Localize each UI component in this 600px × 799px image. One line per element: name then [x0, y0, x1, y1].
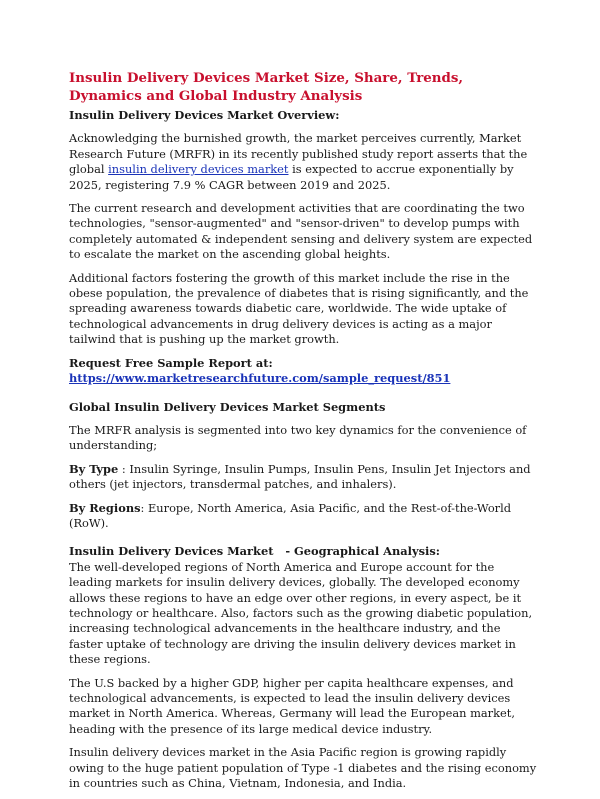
by-regions-text: : Europe, North America, Asia Pacific, and the Rest-of-the-World (RoW). — [69, 500, 512, 530]
overview-heading: Insulin Delivery Devices Market Overview: — [69, 108, 340, 122]
sample-request-link[interactable]: https://www.marketresearchfuture.com/sample_request/851 — [69, 371, 451, 386]
segments-heading: Global Insulin Delivery Devices Market Segments — [69, 399, 386, 414]
sample-request-label: Request Free Sample Report at: — [69, 355, 273, 370]
segment-by-regions — [69, 501, 537, 532]
sample-request-block — [69, 356, 537, 387]
overview-paragraph-1 — [69, 131, 537, 193]
segment-by-type — [69, 462, 537, 493]
by-type-text: : Insulin Syringe, Insulin Pumps, Insulin Pens, Insulin Jet Injectors and others (jet injectors, transdermal patches, and inhalers). — [69, 461, 531, 492]
insulin-delivery-devices-market-link[interactable]: insulin delivery devices market — [108, 162, 289, 177]
by-regions-label: By Regions — [69, 500, 141, 515]
overview-p1-after: is expected to accrue exponentially by 2025, registering 7.9 % CAGR between 2019 and 2025. — [69, 162, 514, 192]
by-type-label: By Type — [69, 461, 119, 476]
document-page — [69, 70, 537, 799]
geo-paragraph-1: The well-developed regions of North America and Europe account for the leading markets for insulin delivery devices, globally. The developed economy allows these regions to have an edge over other regions, in every aspect, be it technology or healthcare. Also, factors such as the growing diabetic population, increasing technological advancements in the healthcare industry, and the faster uptake of technology are driving the insulin delivery devices market in these regions. — [69, 559, 533, 667]
geo-paragraph-2: The U.S backed by a higher GDP, higher per capita healthcare expenses, and technological advancements, is expected to lead the insulin delivery devices market in North America. Whereas, Germany will lead the European market, heading with the presence of its large medical device industry. — [69, 675, 515, 736]
segments-intro: The MRFR analysis is segmented into two key dynamics for the convenience of understanding; — [69, 422, 527, 453]
overview-p1-before: Acknowledging the burnished growth, the market perceives currently, Market Research Future (MRFR) in its recently published study report asserts that the global — [69, 131, 528, 177]
geo-paragraph-3: Insulin delivery devices market in the Asia Pacific region is growing rapidly owing to the huge patient population of Type -1 diabetes and the rising economy in countries such as China, Vietnam, Indonesia, and India. — [69, 745, 537, 791]
overview-paragraph-3: Additional factors fostering the growth of this market include the rise in the obese population, the prevalence of diabetes that is rising significantly, and the spreading awareness towards diabetic care, worldwide. The wide uptake of technological advancements in drug delivery devices is acting as a major tailwind that is pushing up the market growth. — [69, 270, 529, 347]
geo-heading: Insulin Delivery Devices Market - Geographical Analysis: — [69, 544, 440, 559]
overview-paragraph-2: The current research and development activities that are coordinating the two technologies, "sensor-augmented" and "sensor-driven" to develop pumps with completely automated & independent sensing and delivery system are expected to escalate the market on the ascending global heights. — [69, 201, 533, 262]
document-title: Insulin Delivery Devices Market Size, Share, Trends, Dynamics and Global Industry Analysis — [69, 70, 464, 104]
